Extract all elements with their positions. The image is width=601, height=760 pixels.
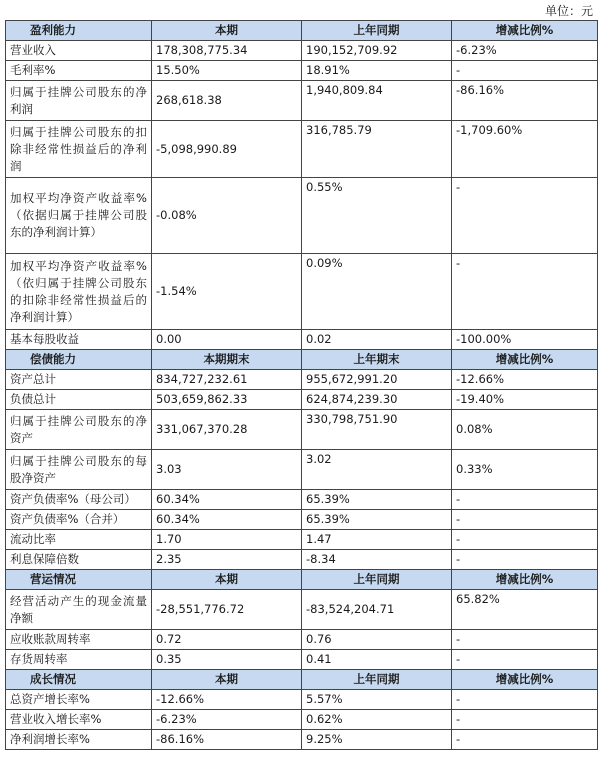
cell-previous: -8.34 — [302, 550, 452, 570]
column-header-current: 本期 — [152, 670, 302, 690]
table-row — [6, 41, 598, 61]
cell-previous: 0.02 — [302, 330, 452, 350]
cell-previous: 0.09% — [302, 254, 452, 330]
column-header-previous: 上年同期 — [302, 670, 452, 690]
column-header-change: 增减比例% — [452, 21, 598, 41]
section-header-growth — [6, 670, 598, 690]
cell-previous: 0.55% — [302, 178, 452, 254]
financial-indicators-table — [5, 20, 598, 750]
table-row — [6, 390, 598, 410]
column-header-change: 增减比例% — [452, 570, 598, 590]
row-label: 总资产增长率% — [6, 690, 152, 710]
cell-change: -86.16% — [452, 81, 598, 121]
row-label: 归属于挂牌公司股东的净利润 — [6, 81, 152, 121]
column-header-change: 增减比例% — [452, 670, 598, 690]
row-label: 营业收入增长率% — [6, 710, 152, 730]
cell-change: - — [452, 61, 598, 81]
column-header-current: 本期期末 — [152, 350, 302, 370]
table-row — [6, 178, 598, 254]
cell-current: -1.54% — [152, 254, 302, 330]
cell-change: - — [452, 650, 598, 670]
table-row — [6, 630, 598, 650]
row-label: 资产负债率%（合并） — [6, 510, 152, 530]
column-header-current: 本期 — [152, 570, 302, 590]
row-label: 归属于挂牌公司股东的每股净资产 — [6, 450, 152, 490]
cell-previous: 9.25% — [302, 730, 452, 750]
cell-previous: 0.76 — [302, 630, 452, 650]
row-label: 加权平均净资产收益率%（依据归属于挂牌公司股东的净利润计算） — [6, 178, 152, 254]
cell-current: 503,659,862.33 — [152, 390, 302, 410]
cell-current: 1.70 — [152, 530, 302, 550]
row-label: 归属于挂牌公司股东的净资产 — [6, 410, 152, 450]
row-label: 资产总计 — [6, 370, 152, 390]
section-header-operations — [6, 570, 598, 590]
cell-current: 3.03 — [152, 450, 302, 490]
column-header-previous: 上年同期 — [302, 21, 452, 41]
column-header-change: 增减比例% — [452, 350, 598, 370]
cell-change: -100.00% — [452, 330, 598, 350]
cell-change: 0.08% — [452, 410, 598, 450]
table-row — [6, 330, 598, 350]
section-header-solvency — [6, 350, 598, 370]
row-label: 负债总计 — [6, 390, 152, 410]
section-title: 偿债能力 — [6, 350, 152, 370]
cell-previous: -83,524,204.71 — [302, 590, 452, 630]
table-row — [6, 650, 598, 670]
cell-current: 834,727,232.61 — [152, 370, 302, 390]
cell-change: -19.40% — [452, 390, 598, 410]
cell-current: 0.00 — [152, 330, 302, 350]
cell-previous: 5.57% — [302, 690, 452, 710]
cell-change: -12.66% — [452, 370, 598, 390]
cell-previous: 18.91% — [302, 61, 452, 81]
cell-previous: 0.41 — [302, 650, 452, 670]
section-header-profitability — [6, 21, 598, 41]
column-header-current: 本期 — [152, 21, 302, 41]
cell-current: 331,067,370.28 — [152, 410, 302, 450]
table-row — [6, 550, 598, 570]
cell-change: -1,709.60% — [452, 121, 598, 178]
table-row — [6, 730, 598, 750]
cell-current: -6.23% — [152, 710, 302, 730]
cell-previous: 65.39% — [302, 510, 452, 530]
cell-change: - — [452, 510, 598, 530]
cell-change: - — [452, 630, 598, 650]
cell-current: 60.34% — [152, 510, 302, 530]
cell-previous: 316,785.79 — [302, 121, 452, 178]
row-label: 流动比率 — [6, 530, 152, 550]
cell-current: -5,098,990.89 — [152, 121, 302, 178]
cell-change: - — [452, 730, 598, 750]
column-header-previous: 上年同期 — [302, 570, 452, 590]
row-label: 利息保障倍数 — [6, 550, 152, 570]
cell-current: 178,308,775.34 — [152, 41, 302, 61]
table-row — [6, 590, 598, 630]
row-label: 经营活动产生的现金流量净额 — [6, 590, 152, 630]
cell-change: - — [452, 178, 598, 254]
cell-previous: 3.02 — [302, 450, 452, 490]
cell-previous: 624,874,239.30 — [302, 390, 452, 410]
cell-change: - — [452, 254, 598, 330]
cell-current: 60.34% — [152, 490, 302, 510]
cell-current: 2.35 — [152, 550, 302, 570]
cell-current: -12.66% — [152, 690, 302, 710]
row-label: 存货周转率 — [6, 650, 152, 670]
table-row — [6, 690, 598, 710]
column-header-previous: 上年期末 — [302, 350, 452, 370]
cell-change: 65.82% — [452, 590, 598, 630]
table-row — [6, 61, 598, 81]
cell-previous: 1,940,809.84 — [302, 81, 452, 121]
cell-current: 0.35 — [152, 650, 302, 670]
table-row — [6, 510, 598, 530]
table-row — [6, 710, 598, 730]
cell-current: 268,618.38 — [152, 81, 302, 121]
cell-change: 0.33% — [452, 450, 598, 490]
cell-change: -6.23% — [452, 41, 598, 61]
section-title: 成长情况 — [6, 670, 152, 690]
cell-previous: 955,672,991.20 — [302, 370, 452, 390]
row-label: 加权平均净资产收益率%（依归属于挂牌公司股东的扣除非经常性损益后的净利润计算） — [6, 254, 152, 330]
cell-previous: 190,152,709.92 — [302, 41, 452, 61]
cell-previous: 65.39% — [302, 490, 452, 510]
row-label: 应收账款周转率 — [6, 630, 152, 650]
table-row — [6, 410, 598, 450]
cell-previous: 0.62% — [302, 710, 452, 730]
cell-change: - — [452, 490, 598, 510]
cell-current: -0.08% — [152, 178, 302, 254]
row-label: 毛利率% — [6, 61, 152, 81]
cell-current: -86.16% — [152, 730, 302, 750]
cell-change: - — [452, 690, 598, 710]
cell-current: 0.72 — [152, 630, 302, 650]
table-row — [6, 121, 598, 178]
row-label: 净利润增长率% — [6, 730, 152, 750]
table-row — [6, 450, 598, 490]
table-row — [6, 254, 598, 330]
table-row — [6, 490, 598, 510]
row-label: 资产负债率%（母公司） — [6, 490, 152, 510]
cell-change: - — [452, 710, 598, 730]
table-row — [6, 530, 598, 550]
row-label: 归属于挂牌公司股东的扣除非经常性损益后的净利润 — [6, 121, 152, 178]
row-label: 营业收入 — [6, 41, 152, 61]
unit-label: 单位：元 — [544, 4, 593, 18]
cell-change: - — [452, 550, 598, 570]
section-title: 盈利能力 — [6, 21, 152, 41]
section-title: 营运情况 — [6, 570, 152, 590]
table-row — [6, 370, 598, 390]
cell-current: 15.50% — [152, 61, 302, 81]
table-row — [6, 81, 598, 121]
cell-change: - — [452, 530, 598, 550]
cell-current: -28,551,776.72 — [152, 590, 302, 630]
cell-previous: 330,798,751.90 — [302, 410, 452, 450]
row-label: 基本每股收益 — [6, 330, 152, 350]
cell-previous: 1.47 — [302, 530, 452, 550]
